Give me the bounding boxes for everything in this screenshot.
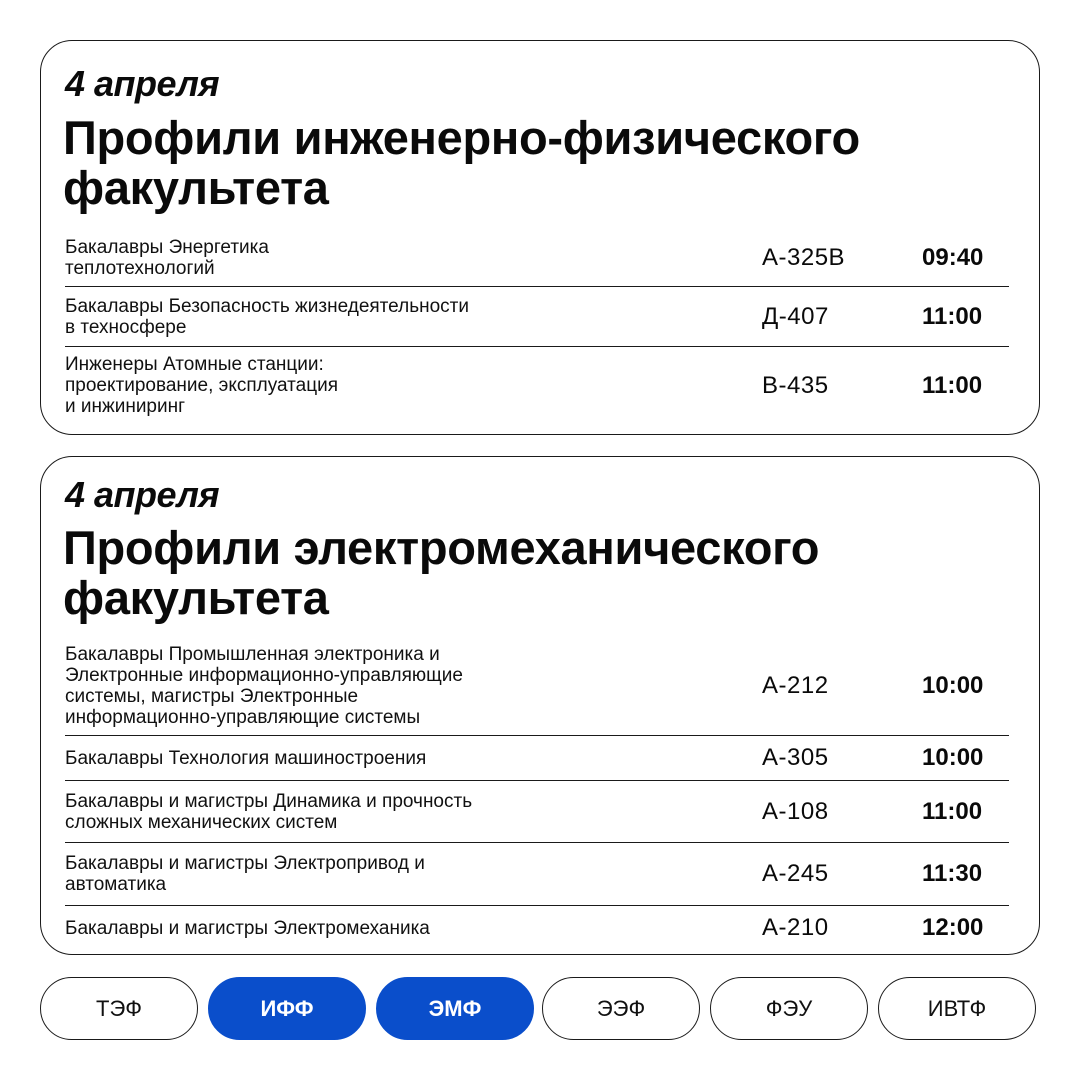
schedule-card-emf <box>40 456 1040 955</box>
tab-emf[interactable]: ЭМФ <box>376 977 534 1040</box>
room-number: А-245 <box>762 860 829 887</box>
room-number: А-108 <box>762 797 829 825</box>
schedule-card-ifo <box>40 40 1040 435</box>
schedule-row <box>65 229 1009 286</box>
program-name: Бакалавры Технология машиностроения <box>65 747 427 769</box>
start-time: 10:00 <box>922 672 984 699</box>
card-title: Профили электромеханического факультета <box>63 521 820 624</box>
schedule-list <box>65 229 1009 424</box>
schedule-row <box>65 780 1009 842</box>
card-date: 4 апреля <box>65 63 220 104</box>
schedule-list <box>65 637 1009 950</box>
program-name: Бакалавры Промышленная электроника и Электронные информационно-управляющие системы, магистры Электронные информационно-управляющие системы <box>65 644 463 728</box>
schedule-row <box>65 735 1009 780</box>
room-number: А-325В <box>762 243 846 271</box>
room-number: А-210 <box>762 914 829 941</box>
program-name: Бакалавры Безопасность жизнедеятельности в техносфере <box>65 295 469 338</box>
program-name: Бакалавры Энергетика теплотехнологий <box>65 236 269 279</box>
start-time: 11:00 <box>922 797 983 825</box>
start-time: 09:40 <box>922 243 984 271</box>
card-date: 4 апреля <box>65 474 220 515</box>
schedule-row <box>65 637 1009 735</box>
tab-ivtf[interactable]: ИВТФ <box>878 977 1036 1040</box>
room-number: В-435 <box>762 371 829 399</box>
program-name: Инженеры Атомные станции: проектирование, эксплуатация и инжиниринг <box>65 354 339 417</box>
tab-iff[interactable]: ИФФ <box>208 977 366 1040</box>
tab-eef[interactable]: ЭЭФ <box>542 977 700 1040</box>
start-time: 11:00 <box>922 302 983 330</box>
start-time: 12:00 <box>922 914 984 941</box>
faculty-tabs <box>40 977 1040 1041</box>
tab-tef[interactable]: ТЭФ <box>40 977 198 1040</box>
tab-feu[interactable]: ФЭУ <box>710 977 868 1040</box>
program-name: Бакалавры и магистры Электропривод и автоматика <box>65 853 425 895</box>
start-time: 11:00 <box>922 371 983 399</box>
schedule-row <box>65 905 1009 950</box>
room-number: Д-407 <box>762 302 829 330</box>
room-number: А-212 <box>762 672 829 699</box>
start-time: 10:00 <box>922 744 984 771</box>
schedule-row <box>65 346 1009 424</box>
program-name: Бакалавры и магистры Динамика и прочность сложных механических систем <box>65 790 473 833</box>
start-time: 11:30 <box>922 860 983 887</box>
schedule-row <box>65 842 1009 905</box>
card-title: Профили инженерно-физического факультета <box>63 111 860 214</box>
schedule-row <box>65 286 1009 346</box>
room-number: А-305 <box>762 744 829 771</box>
program-name: Бакалавры и магистры Электромеханика <box>65 917 430 939</box>
